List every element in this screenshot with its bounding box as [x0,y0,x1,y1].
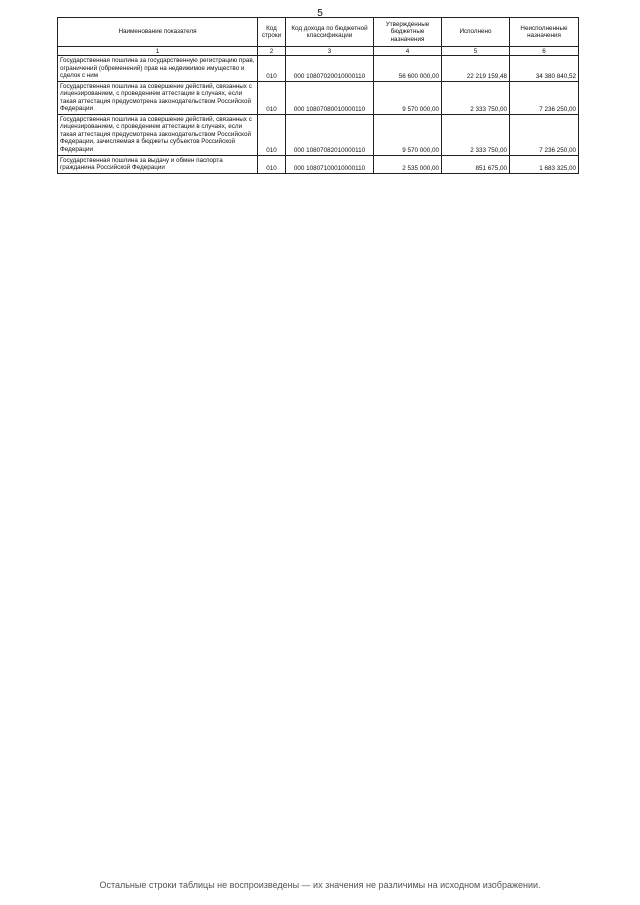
row-approved: 9 570 000,00 [374,81,442,114]
column-number: 2 [258,47,286,56]
table-row [58,155,579,173]
column-number-row [58,47,579,56]
row-revenue-code: 000 10807080010000110 [286,81,374,114]
row-name: Государственная пошлина за государственную регистрацию прав, ограничений (обременений) прав на недвижимое имущество и сделок с ним [58,56,258,82]
row-line-code: 010 [258,114,286,155]
column-number: 1 [58,47,258,56]
table-row [58,114,579,155]
row-approved: 9 570 000,00 [374,114,442,155]
row-unexecuted: 1 683 325,00 [510,155,579,173]
page-number: 5 [317,8,323,19]
row-executed: 22 219 159,48 [442,56,510,82]
row-revenue-code: 000 10807020010000110 [286,56,374,82]
row-executed: 851 675,00 [442,155,510,173]
table-row [58,81,579,114]
row-executed: 2 333 750,00 [442,114,510,155]
row-unexecuted: 34 380 840,52 [510,56,579,82]
row-line-code: 010 [258,56,286,82]
row-approved: 2 535 000,00 [374,155,442,173]
column-header: Код дохода по бюджетной классификации [286,18,374,47]
row-approved: 56 600 000,00 [374,56,442,82]
row-line-code: 010 [258,155,286,173]
row-line-code: 010 [258,81,286,114]
column-number: 4 [374,47,442,56]
row-revenue-code: 000 10807100010000110 [286,155,374,173]
column-header: Наименование показателя [58,18,258,47]
column-number: 5 [442,47,510,56]
column-header: Неисполненные назначения [510,18,579,47]
table-row [58,56,579,82]
column-number: 6 [510,47,579,56]
revenue-table [57,17,579,174]
row-name: Государственная пошлина за совершение действий, связанных с лицензированием, с проведением аттестации в случаях, если такая аттестация предусмотрена законодательством Российской Федерации [58,81,258,114]
column-header: Код строки [258,18,286,47]
column-number: 3 [286,47,374,56]
omitted-rows-note: Остальные строки таблицы не воспроизведены — их значения не различимы на исходном изображении. [99,880,541,890]
row-name: Государственная пошлина за совершение действий, связанных с лицензированием, с проведением аттестации в случаях, если такая аттестация предусмотрена законодательством Российской Федерации, зачисляемая в бюджеты субъектов Российской Федерации [58,114,258,155]
row-executed: 2 333 750,00 [442,81,510,114]
row-unexecuted: 7 236 250,00 [510,81,579,114]
column-header: Исполнено [442,18,510,47]
row-name: Государственная пошлина за выдачу и обмен паспорта гражданина Российской Федерации [58,155,258,173]
row-revenue-code: 000 10807082010000110 [286,114,374,155]
header-row [58,18,579,47]
column-header: Утвержденные бюджетные назначения [374,18,442,47]
row-unexecuted: 7 236 250,00 [510,114,579,155]
